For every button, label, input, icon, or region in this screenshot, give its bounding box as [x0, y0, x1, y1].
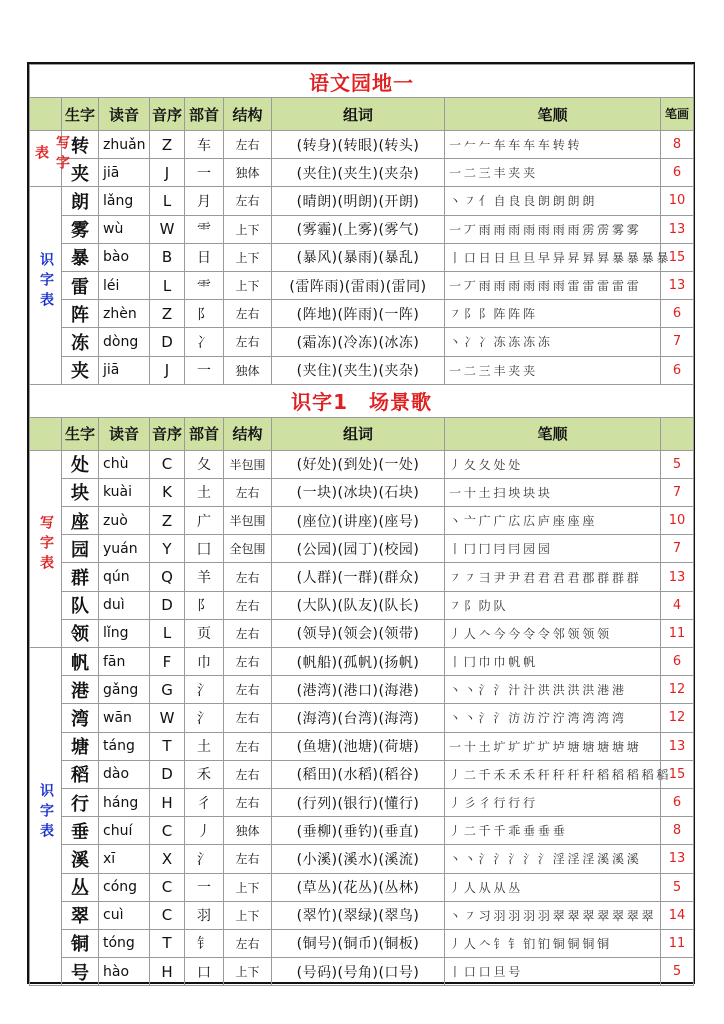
index-letter-cell: Q [150, 563, 185, 591]
pinyin-cell: kuài [99, 478, 150, 506]
stroke-order-cell: 丿 夂 夂 处 处 [445, 450, 661, 478]
radical-cell: 土 [185, 478, 224, 506]
character-cell: 处 [62, 450, 99, 478]
words-cell: (座位)(讲座)(座号) [272, 507, 445, 535]
structure-cell: 左右 [224, 563, 272, 591]
radical-cell: 巾 [185, 648, 224, 676]
index-letter-cell: Z [150, 507, 185, 535]
character-cell: 队 [62, 591, 99, 619]
stroke-count-cell: 11 [661, 929, 694, 957]
index-letter-cell: K [150, 478, 185, 506]
stroke-order-cell: 丶 冫 冫 冻 冻 冻 冻 [445, 328, 661, 356]
structure-cell: 上下 [224, 901, 272, 929]
stroke-count-cell: 12 [661, 676, 694, 704]
index-letter-cell: W [150, 215, 185, 243]
table-row [30, 873, 694, 901]
radical-cell: 冫 [185, 328, 224, 356]
stroke-count-cell: 6 [661, 648, 694, 676]
pinyin-cell: chù [99, 450, 150, 478]
radical-cell: 禾 [185, 760, 224, 788]
group-label-cell [30, 187, 62, 384]
column-header [661, 417, 694, 450]
index-letter-cell: C [150, 873, 185, 901]
words-cell: (霜冻)(冷冻)(冰冻) [272, 328, 445, 356]
character-cell: 冻 [62, 328, 99, 356]
words-cell: (草丛)(花丛)(丛林) [272, 873, 445, 901]
stroke-count-cell: 6 [661, 788, 694, 816]
structure-cell: 左右 [224, 760, 272, 788]
table-row [30, 563, 694, 591]
column-header: 组词 [272, 98, 445, 131]
pinyin-cell: cuì [99, 901, 150, 929]
pinyin-cell: yuán [99, 535, 150, 563]
words-cell: (港湾)(港口)(海港) [272, 676, 445, 704]
table-row [30, 450, 694, 478]
column-header: 笔顺 [445, 98, 661, 131]
header-row [30, 98, 694, 131]
pinyin-cell: bào [99, 243, 150, 271]
radical-cell: 口 [185, 958, 224, 986]
words-cell: (好处)(到处)(一处) [272, 450, 445, 478]
table-row [30, 187, 694, 215]
index-letter-cell: C [150, 901, 185, 929]
character-cell: 塘 [62, 732, 99, 760]
table-row [30, 929, 694, 957]
radical-cell: 夂 [185, 450, 224, 478]
pinyin-cell: wù [99, 215, 150, 243]
words-cell: (雾霾)(上雾)(雾气) [272, 215, 445, 243]
pinyin-cell: wān [99, 704, 150, 732]
words-cell: (号码)(号角)(口号) [272, 958, 445, 986]
radical-cell: 页 [185, 619, 224, 647]
column-header: 读音 [99, 98, 150, 131]
radical-cell: 彳 [185, 788, 224, 816]
header-blank [30, 98, 62, 131]
character-cell: 夹 [62, 159, 99, 187]
stroke-count-cell: 12 [661, 704, 694, 732]
structure-cell: 左右 [224, 187, 272, 215]
pinyin-cell: gǎng [99, 676, 150, 704]
index-letter-cell: D [150, 760, 185, 788]
structure-cell: 左右 [224, 732, 272, 760]
stroke-count-cell: 7 [661, 328, 694, 356]
stroke-count-cell: 13 [661, 732, 694, 760]
index-letter-cell: L [150, 187, 185, 215]
structure-cell: 左右 [224, 704, 272, 732]
words-cell: (人群)(一群)(群众) [272, 563, 445, 591]
index-letter-cell: T [150, 732, 185, 760]
structure-cell: 上下 [224, 958, 272, 986]
table-row [30, 300, 694, 328]
index-letter-cell: H [150, 958, 185, 986]
character-cell: 垂 [62, 817, 99, 845]
pinyin-cell: léi [99, 271, 150, 299]
pinyin-cell: tóng [99, 929, 150, 957]
pinyin-cell: qún [99, 563, 150, 591]
structure-cell: 半包围 [224, 450, 272, 478]
stroke-order-cell: 丶 ㇇ 习 羽 羽 羽 羽 翠 翠 翠 翠 翠 翠 翠 [445, 901, 661, 929]
character-cell: 块 [62, 478, 99, 506]
radical-cell: 一 [185, 159, 224, 187]
words-cell: (小溪)(溪水)(溪流) [272, 845, 445, 873]
index-letter-cell: T [150, 929, 185, 957]
stroke-order-cell: 一 𠂉 𠂉 车 车 车 车 转 转 [445, 131, 661, 159]
column-header: 组词 [272, 417, 445, 450]
stroke-order-cell: 一 丆 雨 雨 雨 雨 雨 雨 雷 雷 雷 雷 雷 [445, 271, 661, 299]
table-row [30, 507, 694, 535]
stroke-order-cell: 丶 丶 氵 氵 氵 氵 氵 淫 淫 淫 溪 溪 溪 [445, 845, 661, 873]
character-cell: 号 [62, 958, 99, 986]
stroke-count-cell: 13 [661, 563, 694, 591]
structure-cell: 左右 [224, 845, 272, 873]
structure-cell: 左右 [224, 788, 272, 816]
table-row [30, 676, 694, 704]
stroke-order-cell: 丿 二 千 禾 禾 禾 秆 秆 秆 秆 稻 稻 稻 稻 稻 [445, 760, 661, 788]
table-row [30, 159, 694, 187]
section-title-row [30, 384, 694, 417]
stroke-count-cell: 7 [661, 478, 694, 506]
radical-cell: 车 [185, 131, 224, 159]
pinyin-cell: dào [99, 760, 150, 788]
radical-cell: 羊 [185, 563, 224, 591]
character-cell: 溪 [62, 845, 99, 873]
character-cell: 群 [62, 563, 99, 591]
column-header: 读音 [99, 417, 150, 450]
structure-cell: 左右 [224, 648, 272, 676]
table-row [30, 215, 694, 243]
group-label-cell [30, 131, 70, 187]
stroke-count-cell: 15 [661, 760, 694, 788]
stroke-count-cell: 6 [661, 356, 694, 384]
radical-cell: 阝 [185, 300, 224, 328]
radical-cell: 日 [185, 243, 224, 271]
stroke-order-cell: 一 二 三 丰 夹 夹 [445, 356, 661, 384]
stroke-order-cell: 丨 口 日 日 旦 旦 早 异 昇 昪 昪 暴 暴 暴 暴 [445, 243, 661, 271]
words-cell: (阵地)(阵雨)(一阵) [272, 300, 445, 328]
words-cell: (海湾)(台湾)(海湾) [272, 704, 445, 732]
radical-cell: 囗 [185, 535, 224, 563]
words-cell: (鱼塘)(池塘)(荷塘) [272, 732, 445, 760]
pinyin-cell: lǐng [99, 619, 150, 647]
structure-cell: 左右 [224, 591, 272, 619]
stroke-count-cell: 6 [661, 159, 694, 187]
pinyin-cell: lǎng [99, 187, 150, 215]
index-letter-cell: B [150, 243, 185, 271]
structure-cell: 左右 [224, 328, 272, 356]
index-letter-cell: Y [150, 535, 185, 563]
stroke-order-cell: 丨 冂 巾 巾 帆 帆 [445, 648, 661, 676]
radical-cell: 丿 [185, 817, 224, 845]
column-header: 笔画 [661, 98, 694, 131]
words-cell: (稻田)(水稻)(稻谷) [272, 760, 445, 788]
words-cell: (夹住)(夹生)(夹杂) [272, 159, 445, 187]
words-cell: (大队)(队友)(队长) [272, 591, 445, 619]
radical-cell: ⻗ [185, 215, 224, 243]
pinyin-cell: duì [99, 591, 150, 619]
words-cell: (晴朗)(明朗)(开朗) [272, 187, 445, 215]
group-label-cell [30, 648, 62, 986]
character-cell: 湾 [62, 704, 99, 732]
stroke-order-cell: 丿 彡 彳 行 行 行 [445, 788, 661, 816]
table-row [30, 619, 694, 647]
table-row [30, 271, 694, 299]
structure-cell: 独体 [224, 356, 272, 384]
character-cell: 铜 [62, 929, 99, 957]
table-row [30, 243, 694, 271]
table-row [30, 328, 694, 356]
stroke-order-cell: ㇇ 阝 阝 阵 阵 阵 [445, 300, 661, 328]
structure-cell: 左右 [224, 478, 272, 506]
index-letter-cell: X [150, 845, 185, 873]
character-cell: 夹 [62, 356, 99, 384]
pinyin-cell: xī [99, 845, 150, 873]
radical-cell: ⻗ [185, 271, 224, 299]
table-row [30, 817, 694, 845]
radical-cell: 土 [185, 732, 224, 760]
stroke-count-cell: 10 [661, 187, 694, 215]
pinyin-cell: hào [99, 958, 150, 986]
vocabulary-table [29, 64, 694, 986]
structure-cell: 上下 [224, 215, 272, 243]
section-title: 语文园地一 [30, 65, 694, 98]
page-frame [27, 62, 695, 984]
character-cell: 园 [62, 535, 99, 563]
words-cell: (帆船)(孤帆)(扬帆) [272, 648, 445, 676]
pinyin-cell: chuí [99, 817, 150, 845]
stroke-count-cell: 13 [661, 271, 694, 299]
character-cell: 转 [62, 131, 99, 159]
radical-cell: 氵 [185, 676, 224, 704]
stroke-count-cell: 10 [661, 507, 694, 535]
words-cell: (翠竹)(翠绿)(翠鸟) [272, 901, 445, 929]
stroke-order-cell: 丶 丶 氵 氵 汁 汁 洪 洪 洪 洪 港 港 [445, 676, 661, 704]
words-cell: (铜号)(铜币)(铜板) [272, 929, 445, 957]
words-cell: (雷阵雨)(雷雨)(雷同) [272, 271, 445, 299]
header-row [30, 417, 694, 450]
stroke-count-cell: 5 [661, 958, 694, 986]
structure-cell: 左右 [224, 619, 272, 647]
structure-cell: 左右 [224, 676, 272, 704]
stroke-count-cell: 13 [661, 215, 694, 243]
table-row [30, 535, 694, 563]
pinyin-cell: háng [99, 788, 150, 816]
stroke-count-cell: 11 [661, 619, 694, 647]
stroke-order-cell: 丶 亠 广 广 広 広 庐 座 座 座 [445, 507, 661, 535]
radical-cell: 氵 [185, 704, 224, 732]
pinyin-cell: táng [99, 732, 150, 760]
structure-cell: 上下 [224, 271, 272, 299]
stroke-order-cell: 一 十 土 圹 圹 圹 圹 垆 塘 塘 塘 塘 塘 [445, 732, 661, 760]
table-row [30, 958, 694, 986]
stroke-count-cell: 8 [661, 817, 694, 845]
section-title: 识字1 场景歌 [30, 384, 694, 417]
stroke-count-cell: 14 [661, 901, 694, 929]
structure-cell: 上下 [224, 873, 272, 901]
stroke-order-cell: 一 丆 雨 雨 雨 雨 雨 雨 雨 雳 雳 雾 雾 [445, 215, 661, 243]
pinyin-cell: jiā [99, 159, 150, 187]
structure-cell: 全包围 [224, 535, 272, 563]
structure-cell: 上下 [224, 243, 272, 271]
table-row [30, 648, 694, 676]
radical-cell: 钅 [185, 929, 224, 957]
words-cell: (一块)(冰块)(石块) [272, 478, 445, 506]
character-cell: 稻 [62, 760, 99, 788]
index-letter-cell: J [150, 356, 185, 384]
stroke-order-cell: ㇇ ㇇ 彐 尹 尹 君 君 君 君 郡 群 群 群 [445, 563, 661, 591]
words-cell: (暴风)(暴雨)(暴乱) [272, 243, 445, 271]
character-cell: 雾 [62, 215, 99, 243]
character-cell: 领 [62, 619, 99, 647]
stroke-order-cell: 丶 丶 氵 氵 汸 汸 泞 泞 湾 湾 湾 湾 [445, 704, 661, 732]
index-letter-cell: J [150, 159, 185, 187]
pinyin-cell: dòng [99, 328, 150, 356]
structure-cell: 独体 [224, 817, 272, 845]
stroke-order-cell: 丿 二 千 千 乖 垂 垂 垂 [445, 817, 661, 845]
stroke-count-cell: 5 [661, 450, 694, 478]
pinyin-cell: zhèn [99, 300, 150, 328]
index-letter-cell: W [150, 704, 185, 732]
radical-cell: 月 [185, 187, 224, 215]
column-header: 部首 [185, 417, 224, 450]
table-row [30, 131, 694, 159]
stroke-count-cell: 8 [661, 131, 694, 159]
index-letter-cell: Z [150, 131, 185, 159]
radical-cell: 广 [185, 507, 224, 535]
character-cell: 行 [62, 788, 99, 816]
character-cell: 座 [62, 507, 99, 535]
index-letter-cell: G [150, 676, 185, 704]
pinyin-cell: cóng [99, 873, 150, 901]
group-label: 写字表 [38, 515, 54, 576]
group-label: 识字表 [38, 252, 54, 313]
group-label: 写字表 [33, 135, 70, 176]
radical-cell: 氵 [185, 845, 224, 873]
stroke-count-cell: 4 [661, 591, 694, 619]
column-header: 结构 [224, 417, 272, 450]
table-row [30, 704, 694, 732]
index-letter-cell: Z [150, 300, 185, 328]
character-cell: 朗 [62, 187, 99, 215]
table-row [30, 591, 694, 619]
index-letter-cell: H [150, 788, 185, 816]
index-letter-cell: L [150, 271, 185, 299]
character-cell: 港 [62, 676, 99, 704]
column-header: 音序 [150, 417, 185, 450]
stroke-count-cell: 6 [661, 300, 694, 328]
index-letter-cell: D [150, 591, 185, 619]
structure-cell: 半包围 [224, 507, 272, 535]
structure-cell: 左右 [224, 929, 272, 957]
stroke-order-cell: 丿 人 𠆢 钅 钅 钔 钔 铜 铜 铜 铜 [445, 929, 661, 957]
index-letter-cell: L [150, 619, 185, 647]
group-label-cell [30, 450, 62, 647]
character-cell: 暴 [62, 243, 99, 271]
words-cell: (领导)(领会)(领带) [272, 619, 445, 647]
radical-cell: 一 [185, 356, 224, 384]
stroke-count-cell: 15 [661, 243, 694, 271]
stroke-order-cell: 一 十 土 扫 坱 块 块 [445, 478, 661, 506]
stroke-count-cell: 5 [661, 873, 694, 901]
character-cell: 阵 [62, 300, 99, 328]
index-letter-cell: D [150, 328, 185, 356]
pinyin-cell: fān [99, 648, 150, 676]
stroke-order-cell: ㇇ 阝 阞 队 [445, 591, 661, 619]
column-header: 生字 [62, 98, 99, 131]
table-row [30, 901, 694, 929]
stroke-count-cell: 7 [661, 535, 694, 563]
radical-cell: 一 [185, 873, 224, 901]
stroke-count-cell: 13 [661, 845, 694, 873]
index-letter-cell: F [150, 648, 185, 676]
stroke-order-cell: 丨 冂 冂 冃 冃 园 园 [445, 535, 661, 563]
structure-cell: 左右 [224, 131, 272, 159]
section-title-row [30, 65, 694, 98]
column-header: 结构 [224, 98, 272, 131]
table-row [30, 356, 694, 384]
character-cell: 丛 [62, 873, 99, 901]
index-letter-cell: C [150, 817, 185, 845]
structure-cell: 独体 [224, 159, 272, 187]
words-cell: (夹住)(夹生)(夹杂) [272, 356, 445, 384]
table-row [30, 478, 694, 506]
character-cell: 雷 [62, 271, 99, 299]
table-row [30, 788, 694, 816]
character-cell: 翠 [62, 901, 99, 929]
words-cell: (行列)(银行)(懂行) [272, 788, 445, 816]
index-letter-cell: C [150, 450, 185, 478]
column-header: 笔顺 [445, 417, 661, 450]
radical-cell: 阝 [185, 591, 224, 619]
table-row [30, 760, 694, 788]
pinyin-cell: zuò [99, 507, 150, 535]
words-cell: (公园)(园丁)(校园) [272, 535, 445, 563]
column-header: 生字 [62, 417, 99, 450]
stroke-order-cell: 一 二 三 丰 夹 夹 [445, 159, 661, 187]
table-row [30, 732, 694, 760]
column-header: 音序 [150, 98, 185, 131]
stroke-order-cell: 丿 人 从 从 丛 [445, 873, 661, 901]
stroke-order-cell: 丶 ㇇ 亻 自 良 良 朗 朗 朗 朗 [445, 187, 661, 215]
stroke-order-cell: 丿 人 𠆢 今 今 令 令 邻 领 领 领 [445, 619, 661, 647]
header-blank [30, 417, 62, 450]
structure-cell: 左右 [224, 300, 272, 328]
table-row [30, 845, 694, 873]
stroke-order-cell: 丨 口 口 旦 号 [445, 958, 661, 986]
character-cell: 帆 [62, 648, 99, 676]
group-label: 识字表 [38, 783, 54, 844]
pinyin-cell: zhuǎn [99, 131, 150, 159]
words-cell: (转身)(转眼)(转头) [272, 131, 445, 159]
radical-cell: 羽 [185, 901, 224, 929]
words-cell: (垂柳)(垂钓)(垂直) [272, 817, 445, 845]
column-header: 部首 [185, 98, 224, 131]
pinyin-cell: jiā [99, 356, 150, 384]
